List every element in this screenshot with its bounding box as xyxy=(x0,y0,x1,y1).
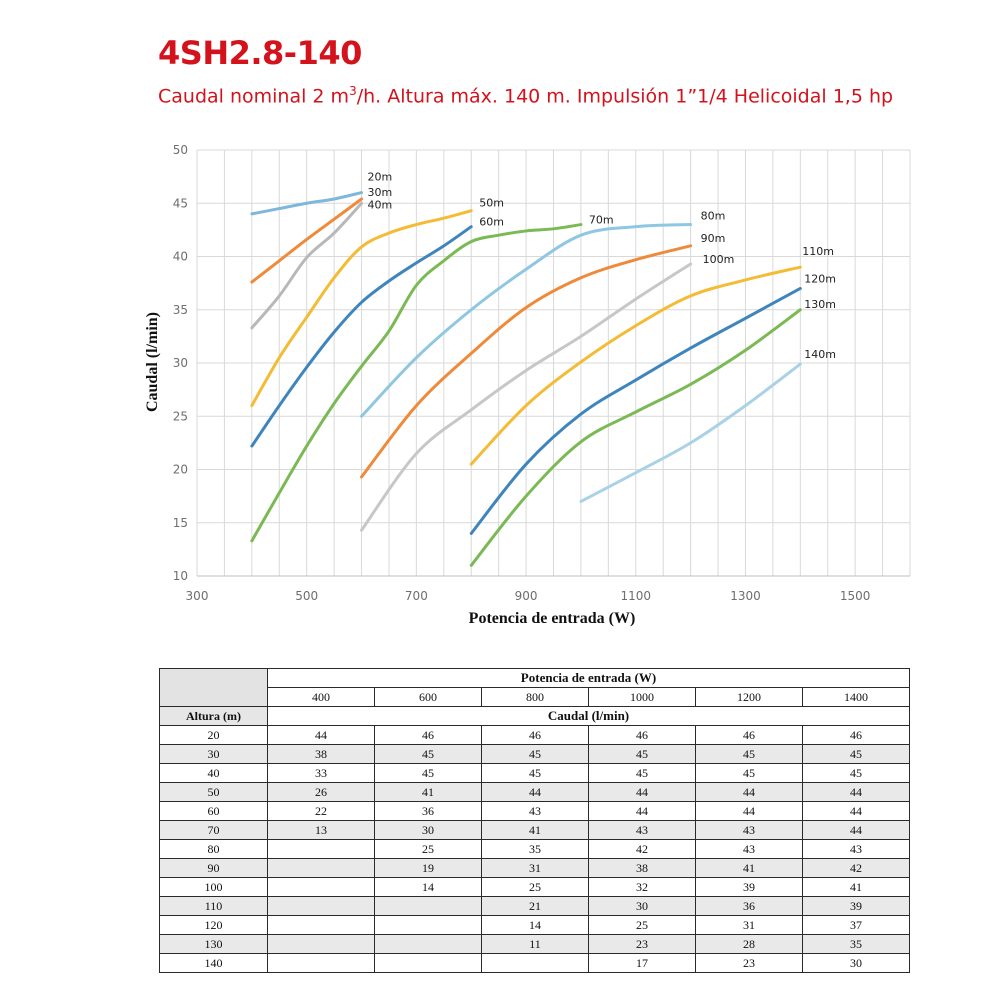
flow-cell: 33 xyxy=(268,764,375,783)
flow-cell: 45 xyxy=(803,764,910,783)
series-label: 30m xyxy=(367,185,393,199)
height-header: Altura (m) xyxy=(160,707,268,726)
flow-cell: 45 xyxy=(589,764,696,783)
performance-table xyxy=(159,668,910,973)
power-value-cell: 600 xyxy=(375,688,482,707)
y-tick-label: 30 xyxy=(172,356,188,370)
flow-cell xyxy=(268,954,375,973)
y-tick-label: 35 xyxy=(172,302,188,317)
power-value-cell: 800 xyxy=(482,688,589,707)
flow-cell: 43 xyxy=(696,821,803,840)
table-row xyxy=(160,935,910,954)
flow-cell: 45 xyxy=(589,745,696,764)
series-label: 110m xyxy=(802,245,835,259)
flow-cell: 37 xyxy=(803,916,910,935)
y-tick-label: 45 xyxy=(172,196,188,211)
flow-cell: 41 xyxy=(482,821,589,840)
series-label: 70m xyxy=(588,213,614,227)
flow-cell: 36 xyxy=(375,802,482,821)
flow-cell: 44 xyxy=(803,802,910,821)
y-tick-label: 15 xyxy=(172,515,188,530)
flow-cell: 23 xyxy=(589,935,696,954)
series-label: 130m xyxy=(804,297,837,311)
series-label: 90m xyxy=(700,231,726,245)
y-tick-label: 10 xyxy=(172,569,188,583)
flow-cell: 30 xyxy=(375,821,482,840)
flow-cell: 39 xyxy=(696,878,803,897)
x-tick-label: 300 xyxy=(185,589,209,603)
flow-cell xyxy=(375,935,482,954)
altura-cell: 40 xyxy=(160,764,268,783)
flow-cell: 44 xyxy=(482,783,589,802)
x-tick-label: 700 xyxy=(404,589,428,603)
flow-cell xyxy=(268,897,375,916)
flow-cell: 23 xyxy=(696,954,803,973)
flow-cell: 44 xyxy=(803,821,910,840)
subtitle-superscript: 3 xyxy=(349,84,357,98)
flow-cell: 42 xyxy=(589,840,696,859)
flow-cell: 46 xyxy=(482,726,589,745)
flow-cell: 14 xyxy=(482,916,589,935)
series-label: 140m xyxy=(804,348,837,362)
flow-cell: 42 xyxy=(803,859,910,878)
flow-cell: 41 xyxy=(803,878,910,897)
flow-cell: 44 xyxy=(268,726,375,745)
flow-cell: 35 xyxy=(482,840,589,859)
power-header: Potencia de entrada (W) xyxy=(268,669,910,688)
flow-cell: 38 xyxy=(589,859,696,878)
flow-cell xyxy=(268,878,375,897)
flow-cell: 38 xyxy=(268,745,375,764)
table-row xyxy=(160,783,910,802)
flow-cell xyxy=(268,916,375,935)
flow-cell xyxy=(268,840,375,859)
series-label: 50m xyxy=(479,196,504,210)
chart-grid xyxy=(197,150,910,576)
table-row xyxy=(160,745,910,764)
table-row xyxy=(160,954,910,973)
altura-cell: 110 xyxy=(160,897,268,916)
series-label: 40m xyxy=(367,198,393,212)
altura-cell: 130 xyxy=(160,935,268,954)
flow-cell: 45 xyxy=(482,745,589,764)
flow-cell: 32 xyxy=(589,878,696,897)
flow-cell: 25 xyxy=(589,916,696,935)
table-row xyxy=(160,859,910,878)
table-row xyxy=(160,897,910,916)
altura-cell: 70 xyxy=(160,821,268,840)
x-axis-label: Potencia de entrada (W) xyxy=(468,610,636,627)
series-label: 60m xyxy=(479,215,504,229)
flow-cell: 46 xyxy=(589,726,696,745)
altura-cell: 140 xyxy=(160,954,268,973)
flow-cell: 43 xyxy=(696,840,803,859)
subtitle-prefix: Caudal nominal 2 m xyxy=(158,85,350,108)
flow-cell: 45 xyxy=(375,745,482,764)
flow-cell: 46 xyxy=(375,726,482,745)
flow-cell xyxy=(268,859,375,878)
page-title: 4SH2.8-140 xyxy=(158,34,362,72)
flow-cell: 45 xyxy=(482,764,589,783)
altura-cell: 50 xyxy=(160,783,268,802)
power-value-cell: 400 xyxy=(268,688,375,707)
flow-cell: 14 xyxy=(375,878,482,897)
table-row xyxy=(160,726,910,745)
flow-cell: 44 xyxy=(589,802,696,821)
flow-cell xyxy=(375,897,482,916)
flow-cell: 46 xyxy=(696,726,803,745)
flow-cell: 43 xyxy=(803,840,910,859)
flow-cell: 25 xyxy=(375,840,482,859)
altura-cell: 80 xyxy=(160,840,268,859)
flow-cell: 13 xyxy=(268,821,375,840)
subtitle-suffix: /h. Altura máx. 140 m. Impulsión 1”1/4 Helicoidal 1,5 hp xyxy=(356,85,894,108)
x-tick-label: 900 xyxy=(514,589,538,603)
flow-cell: 31 xyxy=(482,859,589,878)
y-axis-label: Caudal (l/min) xyxy=(144,311,161,413)
flow-cell xyxy=(482,954,589,973)
flow-cell: 45 xyxy=(375,764,482,783)
x-tick-label: 1100 xyxy=(620,589,652,603)
y-tick-label: 25 xyxy=(172,409,188,424)
flow-cell: 22 xyxy=(268,802,375,821)
flow-cell: 45 xyxy=(696,745,803,764)
flow-cell: 44 xyxy=(696,783,803,802)
table-row xyxy=(160,916,910,935)
series-label: 120m xyxy=(804,272,837,286)
x-tick-label: 500 xyxy=(295,589,319,603)
flow-cell: 21 xyxy=(482,897,589,916)
series-label: 100m xyxy=(702,252,735,266)
flow-header: Caudal (l/min) xyxy=(268,707,910,726)
y-tick-label: 40 xyxy=(172,249,188,264)
flow-cell: 39 xyxy=(803,897,910,916)
flow-cell: 28 xyxy=(696,935,803,954)
flow-cell: 44 xyxy=(589,783,696,802)
y-tick-label: 50 xyxy=(172,143,188,157)
altura-cell: 20 xyxy=(160,726,268,745)
power-value-cell: 1400 xyxy=(803,688,910,707)
flow-cell: 45 xyxy=(803,745,910,764)
table-row xyxy=(160,802,910,821)
series-label: 80m xyxy=(700,209,726,223)
flow-cell: 11 xyxy=(482,935,589,954)
flow-cell: 19 xyxy=(375,859,482,878)
flow-cell: 30 xyxy=(589,897,696,916)
altura-cell: 120 xyxy=(160,916,268,935)
flow-cell: 35 xyxy=(803,935,910,954)
table-corner xyxy=(160,669,268,707)
power-value-cell: 1200 xyxy=(696,688,803,707)
table-row xyxy=(160,878,910,897)
flow-cell: 25 xyxy=(482,878,589,897)
x-tick-label: 1300 xyxy=(730,589,761,603)
y-tick-label: 20 xyxy=(172,462,188,477)
x-tick-label: 1500 xyxy=(839,589,871,603)
altura-cell: 100 xyxy=(160,878,268,897)
flow-cell: 17 xyxy=(589,954,696,973)
table-row xyxy=(160,840,910,859)
flow-cell: 44 xyxy=(696,802,803,821)
flow-cell: 45 xyxy=(696,764,803,783)
altura-cell: 90 xyxy=(160,859,268,878)
flow-cell xyxy=(375,954,482,973)
flow-cell xyxy=(268,935,375,954)
power-value-cell: 1000 xyxy=(589,688,696,707)
flow-cell: 44 xyxy=(803,783,910,802)
flow-cell xyxy=(375,916,482,935)
altura-cell: 30 xyxy=(160,745,268,764)
table-row xyxy=(160,821,910,840)
flow-cell: 43 xyxy=(589,821,696,840)
flow-cell: 41 xyxy=(696,859,803,878)
flow-cell: 30 xyxy=(803,954,910,973)
flow-cell: 43 xyxy=(482,802,589,821)
flow-cell: 26 xyxy=(268,783,375,802)
altura-cell: 60 xyxy=(160,802,268,821)
table-row xyxy=(160,764,910,783)
series-label: 20m xyxy=(367,170,393,184)
flow-cell: 46 xyxy=(803,726,910,745)
flow-cell: 41 xyxy=(375,783,482,802)
flow-cell: 31 xyxy=(696,916,803,935)
flow-cell: 36 xyxy=(696,897,803,916)
